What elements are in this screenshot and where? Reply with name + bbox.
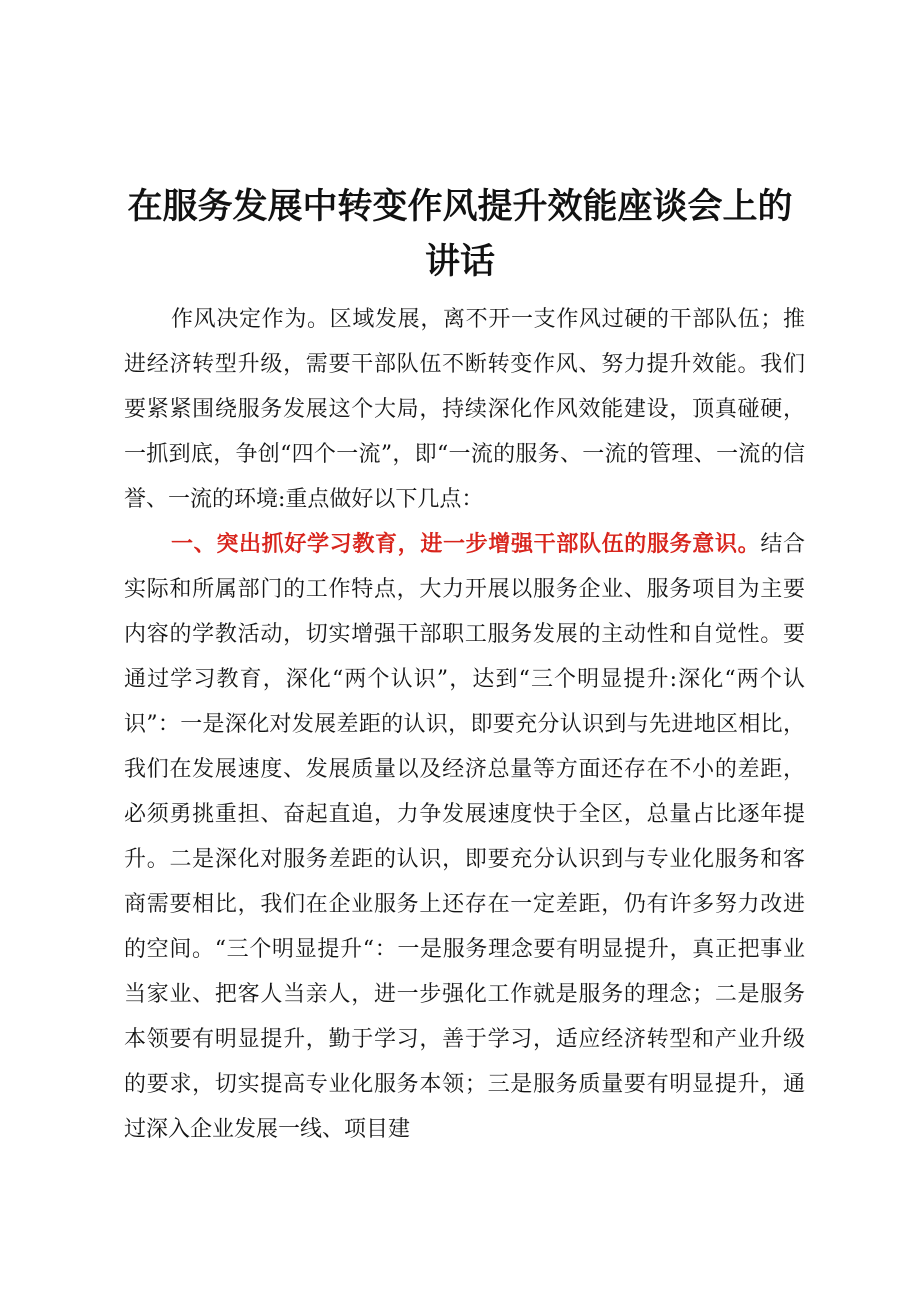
document-body [124,297,805,1152]
paragraph-intro-text: 作风决定作为。区域发展，离不开一支作风过硬的干部队伍；推进经济转型升级，需要干部队伍不断转变作风、努力提升效能。我们要紧紧围绕服务发展这个大局，持续深化作风效能建设，顶真碰硬，一抓到底，争创“四个一流”，即“一流的服务、一流的管理、一流的信誉、一流的环境:重点做好以下几点： [124,307,805,512]
section-1-text: 结合实际和所属部门的工作特点，大力开展以服务企业、服务项目为主要内容的学教活动，切实增强干部职工服务发展的主动性和自觉性。要通过学习教育，深化“两个认识”，达到“三个明显提升:深化“两个认识”：一是深化对发展差距的认识，即要充分认识到与先进地区相比，我们在发展速度、发展质量以及经济总量等方面还存在不小的差距，必须勇挑重担、奋起直追，力争发展速度快于全区，总量占比逐年提升。二是深化对服务差距的认识，即要充分认识到与专业化服务和客商需要相比，我们在企业服务上还存在一定差距，仍有许多努力改进的空间。“三个明显提升“：一是服务理念要有明显提升，真正把事业当家业、把客人当亲人，进一步强化工作就是服务的理念；二是服务本领要有明显提升，勤于学习，善于学习，适应经济转型和产业升级的要求，切实提高专业化服务本领；三是服务质量要有明显提升，通过深入企业发展一线、项目建 [124,532,805,1142]
section-1-heading: 一、突出抓好学习教育，进一步增强干部队伍的服务意识。 [171,532,761,557]
paragraph-intro [124,297,805,522]
document-title: 在服务发展中转变作风提升效能座谈会上的讲话 [127,187,793,282]
paragraph-section-1 [124,522,805,1152]
